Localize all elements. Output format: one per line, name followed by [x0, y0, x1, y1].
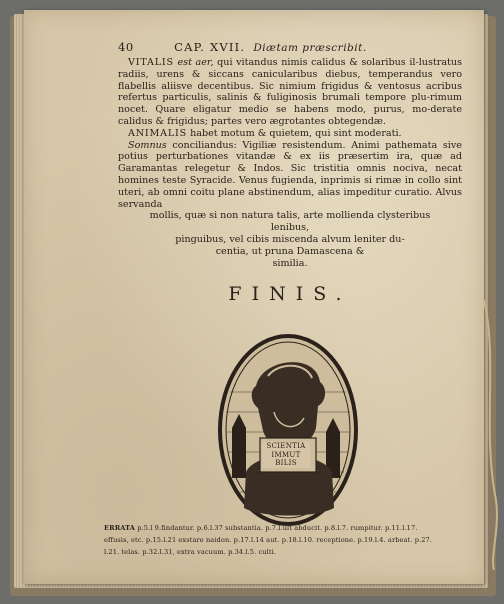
errata-text: p.5.l 9.findantur. p.6.l.37 substantia. p.7.l.ult abducit. p.8.l.7. rumpitur. p.11.l.17.	[137, 524, 418, 532]
paragraph-lead: ANIMALIS	[128, 127, 187, 139]
book-page	[24, 10, 484, 584]
binding-string	[480, 300, 500, 570]
motto-line: BILIS	[275, 459, 297, 467]
printers-mark-emblem	[216, 332, 360, 528]
running-header	[118, 40, 478, 54]
paragraph-animalis	[118, 128, 462, 140]
errata-line: l.21. telas. p.32.l.31, extra vacuum. p.34.l.5. culti.	[104, 548, 276, 556]
errata-line	[104, 522, 484, 534]
motto-line: SCIENTIA	[266, 442, 306, 450]
page-number: 40	[118, 40, 134, 54]
paragraph-text: conciliandus: Vigiliæ resistendum. Animi pathemata sive potius perturbationes vitandæ & ex iis præsertim ira, quæ ad Garamantas relegetur & Indos. Sic tristitia omnis nociva, necat homines teste Syracide. Venus fugienda, inprimis si rimæ in collo sint uteri, ab omni coitu plane abstinendum, alias impeditur curatio. Alvus servanda	[118, 139, 462, 210]
paragraph-text: qui vitandus nimis calidus & solaribus il-lustratus radiis, urens & siccans canicularibus diebus, temperandus vero flabellis aliisve decentibus. Sic nimium frigidus & ventosus acribus refertus particulis, salinis & fuliginosis brumali tempore plu-rimum nocet. Quare eligatur medio se habens modo, purus, mo-derate calidus & frigidus; partes vero ægrotantes obtegendæ.	[118, 57, 462, 127]
finis-heading: FINIS.	[228, 283, 352, 305]
taper-line: pinguibus, vel cibis miscenda alvum leniter du-	[175, 233, 405, 245]
paragraph-text: habet motum & quietem, qui sint moderati.	[190, 127, 402, 139]
emblem-motto	[262, 442, 310, 468]
taper-line: similia.	[272, 257, 308, 269]
paragraph-vitalis	[118, 57, 462, 128]
errata-block	[104, 522, 484, 558]
chapter-title: CAP. XVII.	[174, 40, 246, 54]
chapter-subtitle: Diætam præscribit.	[253, 42, 367, 54]
taper-line: mollis, quæ si non natura talis, arte mollienda clysteribus lenibus,	[149, 210, 431, 234]
paragraph-lead: VITALIS	[128, 57, 174, 68]
motto-line: IMMUT	[271, 450, 301, 459]
taper-line: centia, ut pruna Damascena &	[215, 245, 365, 257]
body-text	[118, 57, 462, 269]
paragraph-lead-italic: est aer,	[177, 57, 214, 68]
errata-label: ERRATA	[104, 524, 136, 532]
errata-line: effusis, etc. p.15.l.21 exstare naidon. p.17.l.14 aut. p.18.l.10. receptione. p.19.l.4. arbeat. p.27.	[104, 536, 432, 544]
paragraph-lead: Somnus	[128, 139, 167, 151]
paragraph-somnus	[118, 140, 462, 211]
